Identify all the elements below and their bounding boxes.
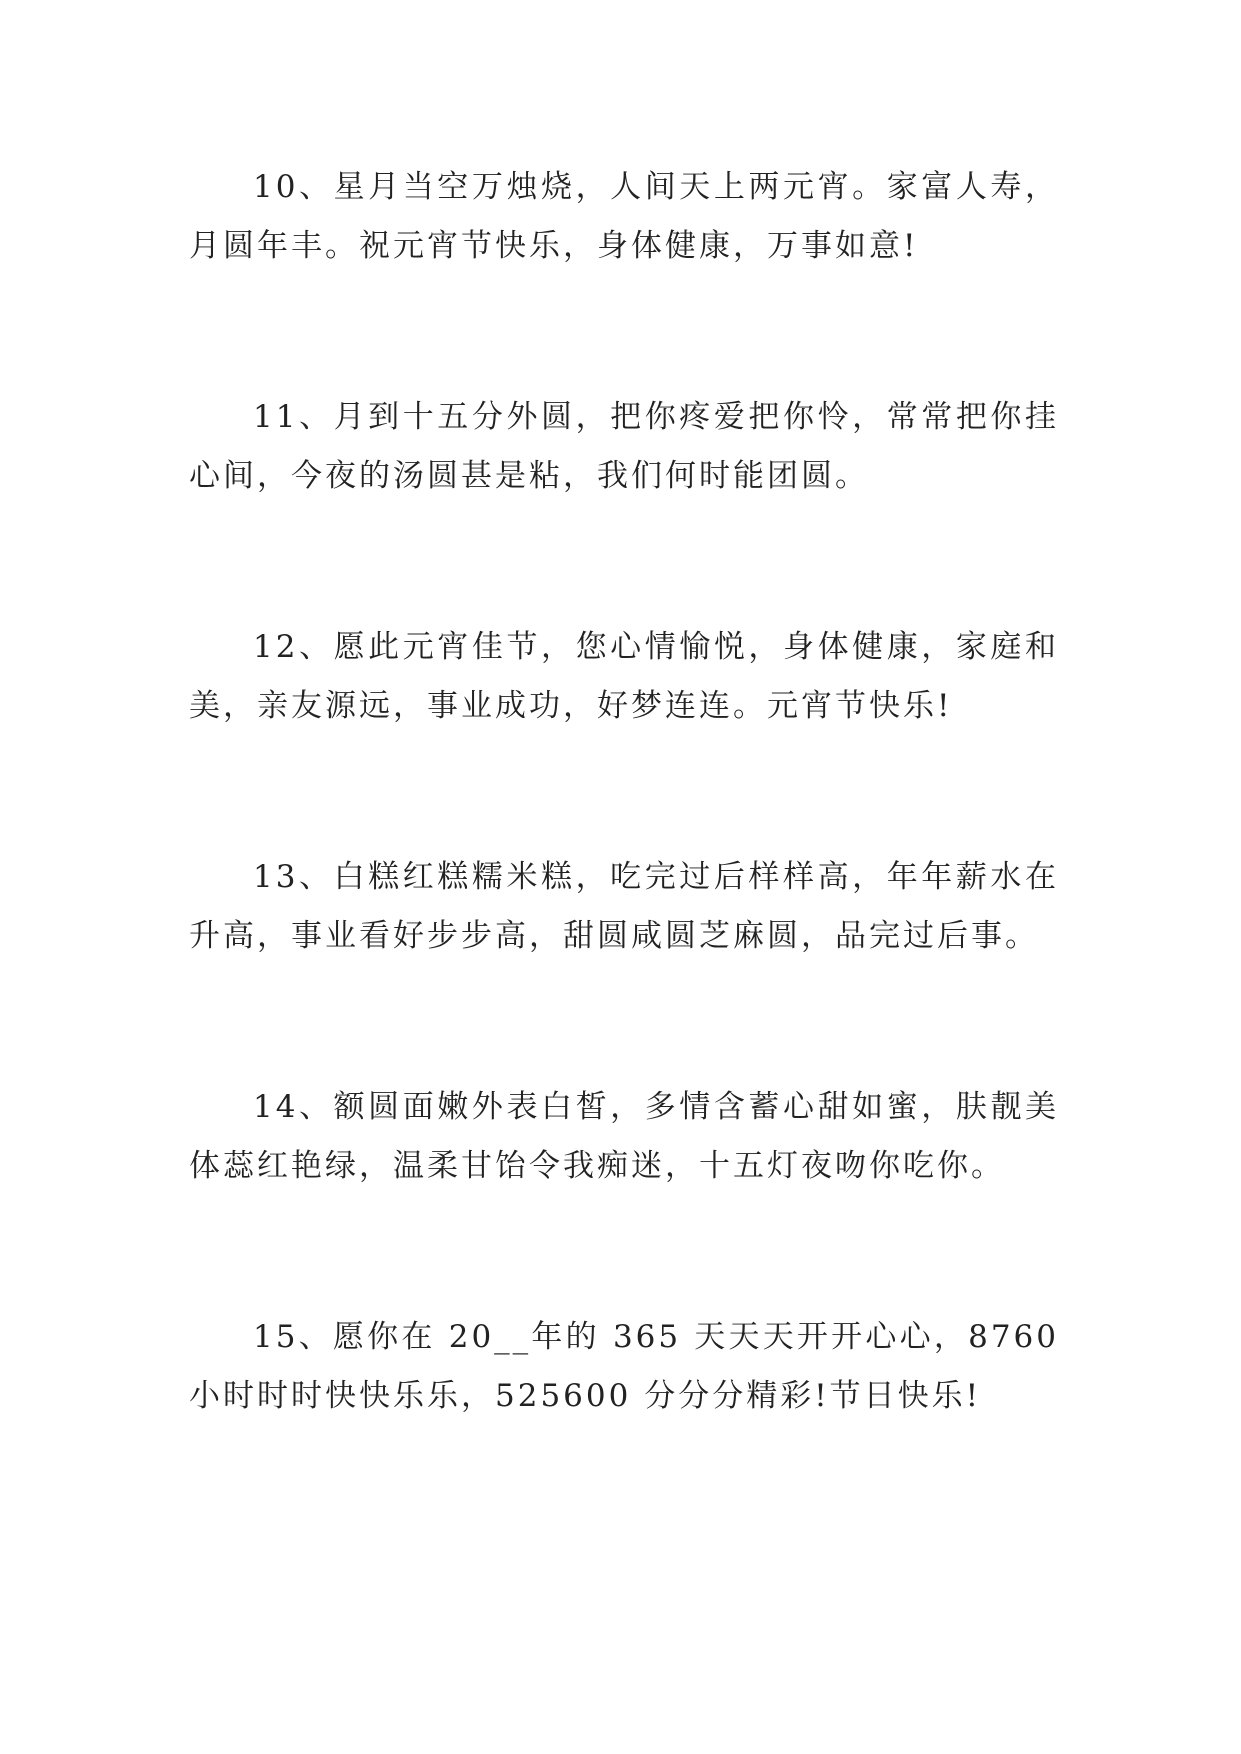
paragraph-10: 10、星月当空万烛烧，人间天上两元宵。家富人寿，月圆年丰。祝元宵节快乐，身体健康，万事如意!	[189, 169, 1059, 264]
paragraph-11: 11、月到十五分外圆，把你疼爱把你怜，常常把你挂心间，今夜的汤圆甚是粘，我们何时能团圆。	[189, 399, 1059, 494]
paragraph-12: 12、愿此元宵佳节，您心情愉悦，身体健康，家庭和美，亲友源远，事业成功，好梦连连。元宵节快乐!	[189, 629, 1059, 724]
document-body	[189, 158, 1059, 1538]
paragraph-13: 13、白糕红糕糯米糕，吃完过后样样高，年年薪水在升高，事业看好步步高，甜圆咸圆芝麻圆，品完过后事。	[189, 859, 1059, 954]
paragraph-14: 14、额圆面嫩外表白皙，多情含蓄心甜如蜜，肤靓美体蕊红艳绿，温柔甘饴令我痴迷，十五灯夜吻你吃你。	[189, 1089, 1059, 1184]
paragraph-15: 15、愿你在 20__年的 365 天天天开开心心，8760 小时时时快快乐乐，525600 分分分精彩!节日快乐!	[189, 1319, 1059, 1414]
